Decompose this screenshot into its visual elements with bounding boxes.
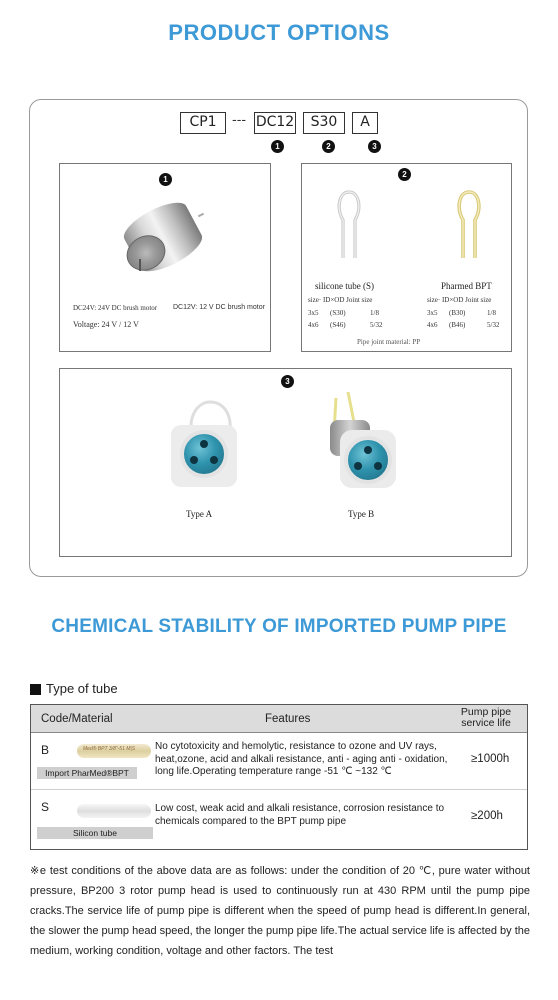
tube-table <box>30 704 528 850</box>
row-code: S <box>41 800 50 814</box>
code-part-type: A <box>352 112 378 134</box>
silicon-tube-photo <box>77 804 151 818</box>
code-part-tube: S30 <box>303 112 345 134</box>
pharmed-size-row: 3x5 (B30) 1/8 <box>427 309 496 317</box>
code-part-motor: DC12 <box>254 112 296 134</box>
tube-table-header <box>31 705 527 733</box>
motor-panel-marker: 1 <box>159 173 172 186</box>
motor-dc12-text: DC12V: 12 V DC brush motor <box>173 304 265 311</box>
pump-type-panel <box>59 368 512 557</box>
motor-voltage-text: Voltage: 24 V / 12 V <box>73 320 139 329</box>
marker-1: 1 <box>271 140 284 153</box>
row-features: No cytotoxicity and hemolytic, resistance to ozone and UV rays, heat,ozone, acid and alkali resistance, anti - aging anti - oxidation, long life.Operating temperature range -51 ℃ ~132 ℃ <box>155 741 448 777</box>
test-conditions-note: ※e test conditions of the above data are as follows: under the condition of 20 ℃, pure water without pressure, BP200 3 rotor pump head is used to continuously run at 430 RPM until the pump pipe cracks.The service life of pump pipe is different when the speed of pump head is different.In general, the slower the pump head speed, the longer the pump pipe life.The actual service life is affected by the medium, working condition, voltage and other factors. The test <box>30 865 530 957</box>
pharmed-tube-image <box>456 190 482 258</box>
silicone-size-row: 4x6 (S46) 5/32 <box>308 321 383 329</box>
motor-dc24-text: DC24V: 24V DC brush motor <box>73 304 158 312</box>
silicone-tube-title: silicone tube (S) <box>315 281 374 291</box>
pipe-joint-material: Pipe joint material: PP <box>357 338 421 346</box>
row-service-life: ≥1000h <box>471 753 510 765</box>
row-material: Silicon tube <box>37 827 153 839</box>
row-code: B <box>41 743 50 757</box>
row-material: Import PharMed®BPT <box>37 767 137 779</box>
row-divider <box>31 789 527 790</box>
row-service-life: ≥200h <box>471 810 503 822</box>
pharmed-size-header: size· ID×OD Joint size <box>427 296 492 304</box>
section-bullet-icon <box>30 684 41 695</box>
type-a-label: Type A <box>186 509 213 519</box>
chemical-stability-heading: CHEMICAL STABILITY OF IMPORTED PUMP PIPE <box>51 616 507 637</box>
column-features: Features <box>265 713 311 725</box>
type-of-tube-label: Type of tube <box>46 681 118 696</box>
tube-panel-marker: 2 <box>398 168 411 181</box>
marker-2: 2 <box>322 140 335 153</box>
pharmed-size-row: 4x6 (B46) 5/32 <box>427 321 500 329</box>
pump-type-panel-marker: 3 <box>281 375 294 388</box>
silicone-size-header: size· ID×OD Joint size <box>308 296 373 304</box>
row-features: Low cost, weak acid and alkali resistance, corrosion resistance to chemicals compared to the BPT pump pipe <box>155 803 445 827</box>
product-options-heading: PRODUCT OPTIONS <box>168 20 390 45</box>
column-service-life: Pump pipe service life <box>460 706 512 729</box>
code-separator: --- <box>232 113 247 128</box>
silicone-size-row: 3x5 (S30) 1/8 <box>308 309 379 317</box>
silicone-tube-image <box>336 190 362 258</box>
pharmed-tube-title: Pharmed BPT <box>441 281 492 291</box>
column-code-material: Code/Material <box>41 713 113 725</box>
code-part-series: CP1 <box>180 112 226 134</box>
type-b-label: Type B <box>348 509 375 519</box>
marker-3: 3 <box>368 140 381 153</box>
pharmed-tube-photo: Med® BPT 3/8"-51 M|S <box>77 744 151 758</box>
